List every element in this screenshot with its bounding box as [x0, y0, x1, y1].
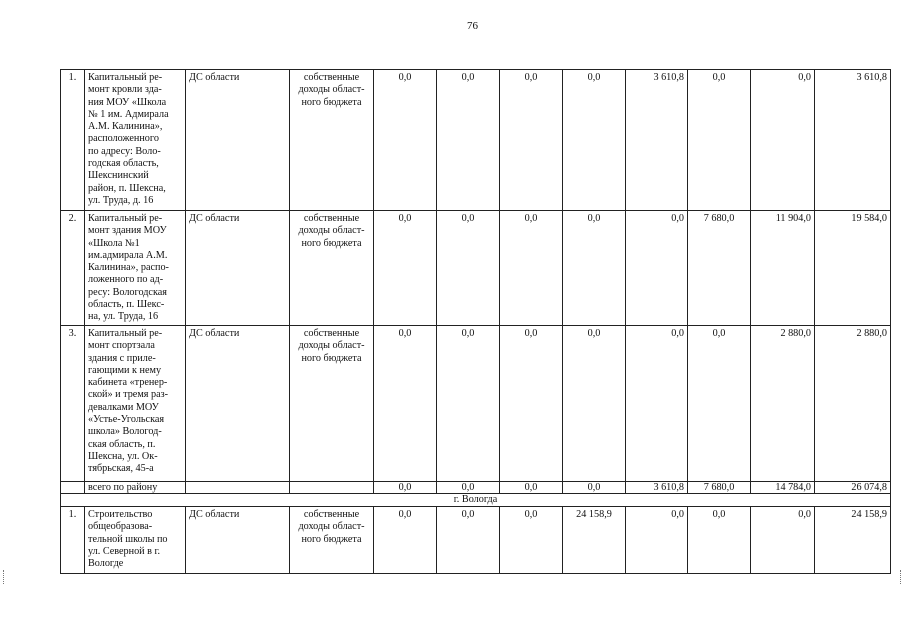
funding-table [60, 69, 891, 574]
value-cell: 0,0 [374, 507, 437, 574]
fund-type: собственные доходы област- ного бюджета [290, 70, 374, 211]
row-number: 3. [61, 326, 85, 482]
total-value-cell: 3 610,8 [626, 482, 688, 494]
value-cell: 2 880,0 [815, 326, 891, 482]
total-empty-source [186, 482, 290, 494]
total-value-cell: 0,0 [563, 482, 626, 494]
row-number: 1. [61, 70, 85, 211]
value-cell: 0,0 [563, 70, 626, 211]
table-row [61, 70, 891, 211]
value-cell: 24 158,9 [563, 507, 626, 574]
value-cell: 0,0 [751, 507, 815, 574]
total-value-cell: 0,0 [437, 482, 500, 494]
scan-edge-mark-right [900, 570, 903, 584]
value-cell: 0,0 [500, 70, 563, 211]
value-cell: 0,0 [626, 326, 688, 482]
value-cell: 0,0 [626, 507, 688, 574]
value-cell: 2 880,0 [751, 326, 815, 482]
section-title: г. Вологда [61, 494, 891, 507]
total-row [61, 482, 891, 494]
value-cell: 7 680,0 [688, 211, 751, 326]
funding-source: ДС области [186, 326, 290, 482]
fund-type: собственные доходы област- ного бюджета [290, 326, 374, 482]
project-name: Строительство общеобразова- тельной школы по ул. Северной в г. Вологде [85, 507, 186, 574]
value-cell: 19 584,0 [815, 211, 891, 326]
total-value-cell: 7 680,0 [688, 482, 751, 494]
page-number: 76 [467, 20, 478, 32]
value-cell: 3 610,8 [815, 70, 891, 211]
value-cell: 0,0 [626, 211, 688, 326]
value-cell: 0,0 [500, 507, 563, 574]
table-row [61, 211, 891, 326]
table-row [61, 326, 891, 482]
value-cell: 0,0 [437, 70, 500, 211]
value-cell: 0,0 [500, 211, 563, 326]
total-value-cell: 0,0 [374, 482, 437, 494]
fund-type: собственные доходы област- ного бюджета [290, 211, 374, 326]
value-cell: 24 158,9 [815, 507, 891, 574]
project-name: Капитальный ре- монт здания МОУ «Школа №1 им.адмирала А.М. Калинина», распо- ложенного по ад- ресу: Вологодская область, п. Шекс- на, ул. Труда, 16 [85, 211, 186, 326]
value-cell: 0,0 [688, 507, 751, 574]
value-cell: 0,0 [374, 326, 437, 482]
value-cell: 0,0 [751, 70, 815, 211]
funding-source: ДС области [186, 70, 290, 211]
total-label: всего по району [85, 482, 186, 494]
total-value-cell: 0,0 [500, 482, 563, 494]
row-number: 1. [61, 507, 85, 574]
funding-source: ДС области [186, 211, 290, 326]
total-spacer [61, 482, 85, 494]
total-value-cell: 26 074,8 [815, 482, 891, 494]
value-cell: 0,0 [437, 507, 500, 574]
value-cell: 3 610,8 [626, 70, 688, 211]
value-cell: 0,0 [500, 326, 563, 482]
value-cell: 0,0 [563, 326, 626, 482]
value-cell: 11 904,0 [751, 211, 815, 326]
value-cell: 0,0 [437, 326, 500, 482]
value-cell: 0,0 [374, 70, 437, 211]
value-cell: 0,0 [374, 211, 437, 326]
project-name: Капитальный ре- монт спортзала здания с приле- гающими к нему кабинета «тренер- ской» и тремя раз- девалками МОУ «Устье-Угольская школа» Вологод- ская область, п. Шексна, ул. Ок- тябрьская, 45-а [85, 326, 186, 482]
scan-edge-mark-left [3, 570, 6, 584]
value-cell: 0,0 [688, 326, 751, 482]
table-row [61, 507, 891, 574]
fund-type: собственные доходы област- ного бюджета [290, 507, 374, 574]
project-name: Капитальный ре- монт кровли зда- ния МОУ «Школа № 1 им. Адмирала А.М. Калинина», расположенного по адресу: Воло- годская область, Шекснинский район, п. Шексна, ул. Труда, д. 16 [85, 70, 186, 211]
value-cell: 0,0 [563, 211, 626, 326]
section-row [61, 494, 891, 507]
value-cell: 0,0 [688, 70, 751, 211]
row-number: 2. [61, 211, 85, 326]
total-empty-fund [290, 482, 374, 494]
value-cell: 0,0 [437, 211, 500, 326]
total-value-cell: 14 784,0 [751, 482, 815, 494]
funding-source: ДС области [186, 507, 290, 574]
table-body [61, 70, 891, 574]
